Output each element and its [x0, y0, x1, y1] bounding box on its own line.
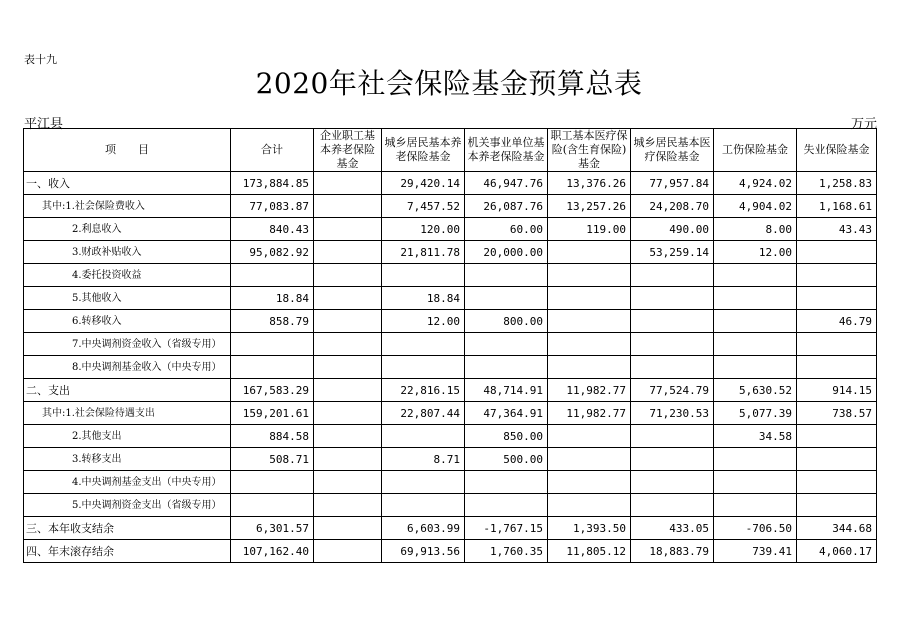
cell-total	[231, 356, 314, 379]
cell-total: 167,583.29	[231, 379, 314, 402]
row-label: 四、年末滚存结余	[24, 540, 231, 563]
row-label: 5.中央调剂资金支出（省级专用）	[24, 494, 231, 517]
cell-c3: 1,760.35	[465, 540, 548, 563]
cell-c1	[314, 494, 382, 517]
cell-c7	[797, 494, 877, 517]
cell-c2	[382, 356, 465, 379]
cell-c4: 119.00	[548, 218, 631, 241]
cell-c1	[314, 356, 382, 379]
cell-c3: 48,714.91	[465, 379, 548, 402]
table-row	[24, 402, 877, 425]
cell-c1	[314, 517, 382, 540]
cell-c4	[548, 264, 631, 287]
cell-total: 858.79	[231, 310, 314, 333]
table-row	[24, 540, 877, 563]
row-label: 2.利息收入	[24, 218, 231, 241]
header-resident-medical: 城乡居民基本医疗保险基金	[631, 129, 714, 172]
cell-c2: 12.00	[382, 310, 465, 333]
cell-c7: 1,258.83	[797, 172, 877, 195]
cell-c5	[631, 448, 714, 471]
row-label: 一、收入	[24, 172, 231, 195]
cell-c3: 26,087.76	[465, 195, 548, 218]
cell-c5	[631, 425, 714, 448]
cell-c3	[465, 287, 548, 310]
cell-c6	[714, 494, 797, 517]
cell-c7: 4,060.17	[797, 540, 877, 563]
cell-c6: 5,630.52	[714, 379, 797, 402]
cell-c7: 738.57	[797, 402, 877, 425]
cell-c5: 77,957.84	[631, 172, 714, 195]
cell-c5	[631, 333, 714, 356]
cell-c4: 13,257.26	[548, 195, 631, 218]
cell-c4: 11,982.77	[548, 379, 631, 402]
cell-c7: 46.79	[797, 310, 877, 333]
cell-c5	[631, 264, 714, 287]
row-label: 二、支出	[24, 379, 231, 402]
cell-c2	[382, 333, 465, 356]
cell-c2: 29,420.14	[382, 172, 465, 195]
cell-c6	[714, 471, 797, 494]
unit-label: 万元	[850, 117, 877, 132]
cell-c4: 11,982.77	[548, 402, 631, 425]
cell-c3	[465, 333, 548, 356]
row-label: 3.转移支出	[24, 448, 231, 471]
cell-c2: 8.71	[382, 448, 465, 471]
table-row	[24, 310, 877, 333]
cell-c7	[797, 471, 877, 494]
table-row	[24, 195, 877, 218]
county-label: 平江县	[24, 117, 64, 132]
header-injury-insurance: 工伤保险基金	[714, 129, 797, 172]
cell-c2	[382, 494, 465, 517]
cell-total: 884.58	[231, 425, 314, 448]
row-label: 5.其他收入	[24, 287, 231, 310]
cell-c6: 4,904.02	[714, 195, 797, 218]
cell-c7: 914.15	[797, 379, 877, 402]
cell-c6: 739.41	[714, 540, 797, 563]
cell-c4	[548, 356, 631, 379]
row-label: 6.转移收入	[24, 310, 231, 333]
cell-c3: -1,767.15	[465, 517, 548, 540]
cell-c7	[797, 241, 877, 264]
row-label: 4.中央调剂基金支出（中央专用）	[24, 471, 231, 494]
cell-c3	[465, 471, 548, 494]
table-row	[24, 333, 877, 356]
table-row	[24, 172, 877, 195]
cell-c5	[631, 287, 714, 310]
cell-c6: 5,077.39	[714, 402, 797, 425]
cell-c6	[714, 310, 797, 333]
cell-c3	[465, 264, 548, 287]
cell-c1	[314, 310, 382, 333]
row-label: 三、本年收支结余	[24, 517, 231, 540]
cell-total: 159,201.61	[231, 402, 314, 425]
table-row	[24, 379, 877, 402]
row-label: 其中:1.社会保险待遇支出	[24, 402, 231, 425]
cell-c3	[465, 494, 548, 517]
cell-c7: 344.68	[797, 517, 877, 540]
cell-c1	[314, 471, 382, 494]
cell-c4: 1,393.50	[548, 517, 631, 540]
cell-c6: 34.58	[714, 425, 797, 448]
cell-total: 77,083.87	[231, 195, 314, 218]
page-title: 2020年社会保险基金预算总表	[255, 67, 643, 100]
cell-c1	[314, 425, 382, 448]
cell-c2: 6,603.99	[382, 517, 465, 540]
cell-c3: 850.00	[465, 425, 548, 448]
row-label: 2.其他支出	[24, 425, 231, 448]
cell-c2: 69,913.56	[382, 540, 465, 563]
cell-total	[231, 471, 314, 494]
cell-c3: 500.00	[465, 448, 548, 471]
cell-c2: 22,816.15	[382, 379, 465, 402]
cell-c2	[382, 425, 465, 448]
cell-c1	[314, 218, 382, 241]
table-row	[24, 241, 877, 264]
table-row	[24, 287, 877, 310]
header-institution-pension: 机关事业单位基本养老保险基金	[465, 129, 548, 172]
cell-c6	[714, 264, 797, 287]
cell-c4: 11,805.12	[548, 540, 631, 563]
cell-c2: 22,807.44	[382, 402, 465, 425]
cell-total: 173,884.85	[231, 172, 314, 195]
table-row	[24, 448, 877, 471]
table-row	[24, 264, 877, 287]
cell-total	[231, 333, 314, 356]
cell-total	[231, 264, 314, 287]
table-row	[24, 517, 877, 540]
cell-c1	[314, 241, 382, 264]
cell-c7: 1,168.61	[797, 195, 877, 218]
table-row	[24, 356, 877, 379]
cell-c3: 47,364.91	[465, 402, 548, 425]
header-enterprise-pension: 企业职工基本养老保险基金	[314, 129, 382, 172]
cell-c5: 71,230.53	[631, 402, 714, 425]
cell-c4	[548, 287, 631, 310]
cell-c4	[548, 448, 631, 471]
cell-c6: 12.00	[714, 241, 797, 264]
cell-c4	[548, 241, 631, 264]
cell-c4	[548, 494, 631, 517]
cell-total: 840.43	[231, 218, 314, 241]
cell-c1	[314, 379, 382, 402]
cell-c4	[548, 425, 631, 448]
cell-c2	[382, 264, 465, 287]
cell-c2: 18.84	[382, 287, 465, 310]
cell-c6: 8.00	[714, 218, 797, 241]
cell-c4: 13,376.26	[548, 172, 631, 195]
cell-c3: 20,000.00	[465, 241, 548, 264]
cell-c4	[548, 333, 631, 356]
cell-c5: 53,259.14	[631, 241, 714, 264]
row-label: 3.财政补贴收入	[24, 241, 231, 264]
cell-c5: 433.05	[631, 517, 714, 540]
table-row	[24, 425, 877, 448]
cell-c1	[314, 264, 382, 287]
cell-c5	[631, 471, 714, 494]
cell-c1	[314, 540, 382, 563]
cell-c3: 60.00	[465, 218, 548, 241]
cell-c5: 77,524.79	[631, 379, 714, 402]
header-total: 合计	[231, 129, 314, 172]
header-unemployment-insurance: 失业保险基金	[797, 129, 877, 172]
cell-c2: 120.00	[382, 218, 465, 241]
cell-c5: 24,208.70	[631, 195, 714, 218]
cell-c5: 490.00	[631, 218, 714, 241]
cell-c6: -706.50	[714, 517, 797, 540]
cell-c4	[548, 310, 631, 333]
cell-c6	[714, 448, 797, 471]
cell-c1	[314, 172, 382, 195]
cell-c2: 7,457.52	[382, 195, 465, 218]
table-number: 表十九	[24, 53, 57, 66]
cell-c7	[797, 448, 877, 471]
cell-c1	[314, 287, 382, 310]
cell-c2	[382, 471, 465, 494]
row-label: 7.中央调剂资金收入（省级专用）	[24, 333, 231, 356]
cell-c7	[797, 264, 877, 287]
cell-c7	[797, 425, 877, 448]
cell-total: 508.71	[231, 448, 314, 471]
cell-c1	[314, 402, 382, 425]
cell-c6	[714, 333, 797, 356]
cell-c3: 46,947.76	[465, 172, 548, 195]
cell-c4	[548, 471, 631, 494]
table-header-row	[24, 129, 877, 172]
cell-c1	[314, 195, 382, 218]
cell-total: 6,301.57	[231, 517, 314, 540]
header-item: 项 目	[24, 129, 231, 172]
cell-c5: 18,883.79	[631, 540, 714, 563]
cell-c3: 800.00	[465, 310, 548, 333]
table-row	[24, 471, 877, 494]
cell-total: 95,082.92	[231, 241, 314, 264]
row-label: 其中:1.社会保险费收入	[24, 195, 231, 218]
header-employee-medical: 职工基本医疗保险(含生育保险)基金	[548, 129, 631, 172]
cell-c5	[631, 494, 714, 517]
cell-total	[231, 494, 314, 517]
budget-table	[23, 128, 877, 563]
cell-c2: 21,811.78	[382, 241, 465, 264]
cell-c1	[314, 448, 382, 471]
cell-c7	[797, 356, 877, 379]
cell-c7: 43.43	[797, 218, 877, 241]
cell-total: 18.84	[231, 287, 314, 310]
header-resident-pension: 城乡居民基本养老保险基金	[382, 129, 465, 172]
cell-c7	[797, 333, 877, 356]
cell-c5	[631, 310, 714, 333]
cell-c6	[714, 287, 797, 310]
table-row	[24, 494, 877, 517]
table-row	[24, 218, 877, 241]
row-label: 4.委托投资收益	[24, 264, 231, 287]
cell-c7	[797, 287, 877, 310]
cell-total: 107,162.40	[231, 540, 314, 563]
cell-c6: 4,924.02	[714, 172, 797, 195]
row-label: 8.中央调剂基金收入（中央专用）	[24, 356, 231, 379]
cell-c1	[314, 333, 382, 356]
cell-c5	[631, 356, 714, 379]
cell-c3	[465, 356, 548, 379]
cell-c6	[714, 356, 797, 379]
